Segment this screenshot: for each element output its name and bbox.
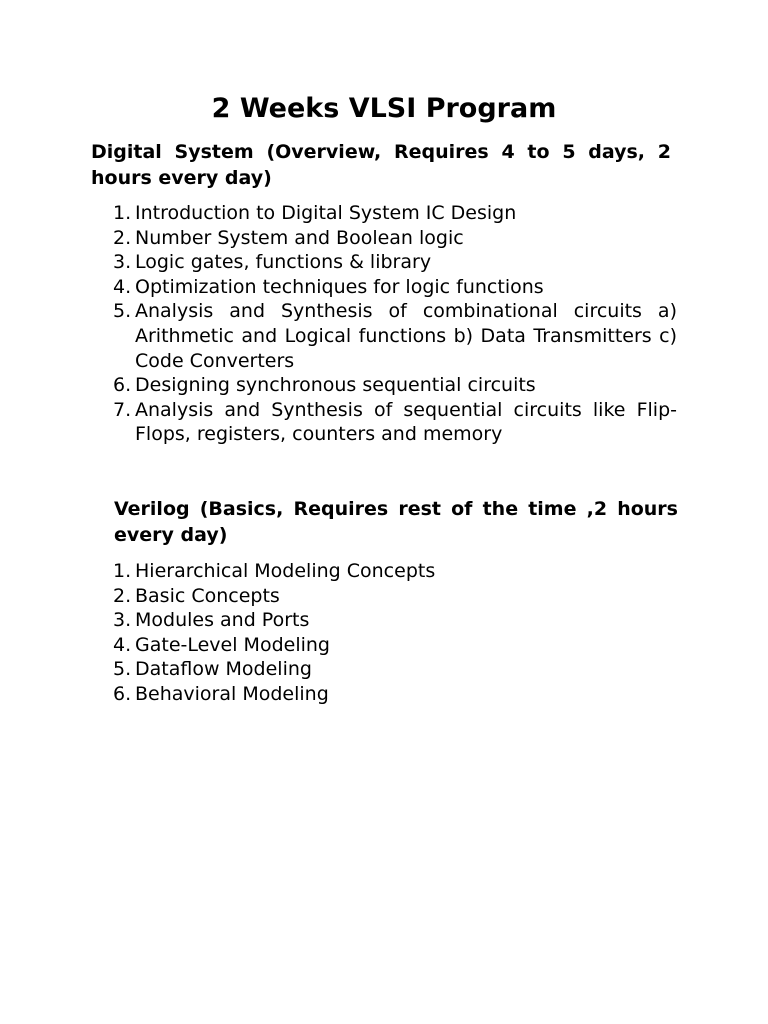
list-item [113, 657, 677, 682]
list-item [113, 584, 677, 609]
list-item-number: 1. [113, 560, 132, 582]
list-item-text: Basic Concepts [135, 584, 280, 607]
list-item-number: 7. [113, 398, 132, 421]
list-item-number: 6. [113, 682, 132, 705]
list-item [113, 226, 677, 251]
document-title: 2 Weeks VLSI Program [211, 93, 557, 124]
list-item [113, 373, 677, 398]
list-item-number: 4. [113, 275, 132, 298]
list-item-text: Logic gates, functions & library [135, 251, 432, 274]
section-heading-digital-system: Digital System (Overview, Requires 4 to 5 days, 2 hours every day) [91, 141, 671, 189]
list-item [113, 633, 677, 658]
list-item [113, 299, 677, 373]
list-item-text: Designing synchronous sequential circuits [135, 374, 536, 397]
list-item [113, 275, 677, 300]
list-item [113, 608, 677, 633]
verilog-topic-list [113, 559, 677, 707]
list-item-text: Analysis and Synthesis of sequential circuits like Flip-Flops, registers, counters and memory [135, 398, 677, 446]
list-item-text: Dataflow Modeling [135, 658, 312, 681]
list-item-text: Introduction to Digital System IC Design [135, 202, 517, 224]
list-item-text: Hierarchical Modeling Concepts [135, 560, 436, 582]
digital-system-topic-list [113, 201, 677, 447]
list-item-number: 2. [113, 584, 132, 607]
list-item-number: 3. [113, 609, 132, 632]
list-item-number: 1. [113, 202, 132, 224]
list-item [113, 201, 677, 226]
list-item-number: 3. [113, 251, 132, 274]
list-item-text: Analysis and Synthesis of combinational circuits a) Arithmetic and Logical functions b) Data Transmitters c) Code Converters [135, 300, 677, 372]
list-item-text: Gate-Level Modeling [135, 633, 330, 656]
list-item-text: Behavioral Modeling [135, 682, 329, 705]
list-item-number: 5. [113, 658, 132, 681]
list-item-number: 2. [113, 226, 132, 249]
list-item [113, 250, 677, 275]
list-item-text: Optimization techniques for logic functions [135, 275, 544, 298]
list-item [113, 398, 677, 447]
list-item [113, 682, 677, 707]
list-item-number: 4. [113, 633, 132, 656]
list-item-text: Modules and Ports [135, 609, 310, 632]
section-heading-verilog: Verilog (Basics, Requires rest of the time ,2 hours every day) [114, 498, 678, 546]
list-item-number: 6. [113, 374, 132, 397]
list-item-number: 5. [113, 300, 132, 323]
list-item [113, 559, 677, 584]
list-item-text: Number System and Boolean logic [135, 226, 464, 249]
